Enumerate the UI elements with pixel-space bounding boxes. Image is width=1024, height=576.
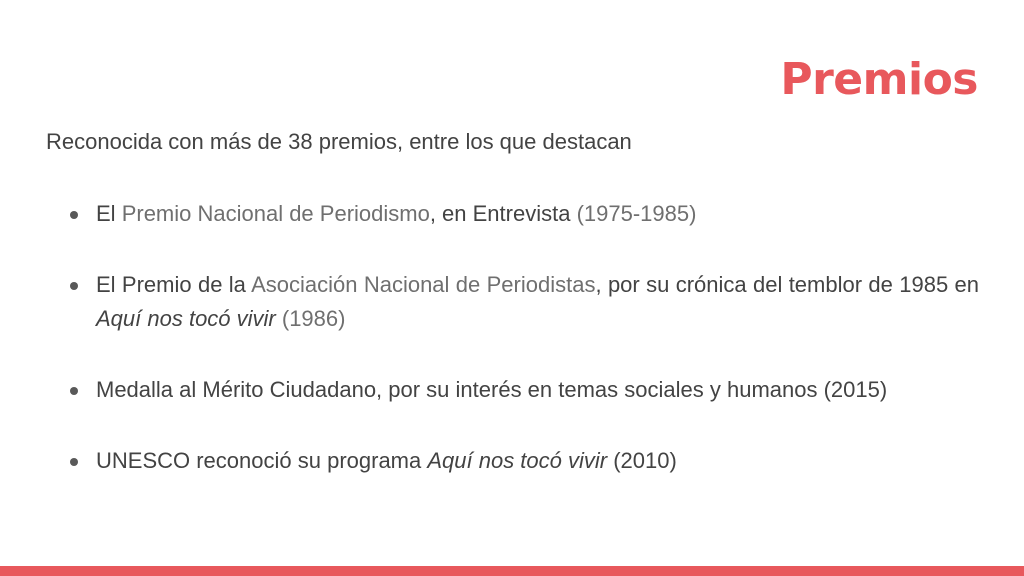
award-name: Asociación Nacional de Periodistas — [251, 272, 596, 297]
award-year: (1986) — [275, 306, 346, 331]
bullet-dot-icon — [70, 458, 78, 466]
award-reason: , por su crónica del temblor de 1985 en — [595, 272, 980, 297]
bottom-accent-bar — [0, 566, 1024, 576]
award-prefix: El Premio de la — [96, 272, 252, 297]
program-title: Aquí nos tocó vivir — [427, 448, 608, 473]
award-item-medalla — [70, 373, 979, 407]
award-item-unesco — [70, 444, 979, 478]
award-prefix: El — [96, 201, 122, 226]
program-title: Aquí nos tocó vivir — [96, 306, 276, 331]
award-item-asociacion — [70, 268, 979, 336]
bullet-dot-icon — [70, 387, 78, 395]
slide-title: Premios — [780, 54, 978, 105]
award-years: (1975-1985) — [570, 201, 697, 226]
award-year: (2010) — [607, 448, 677, 473]
award-category: , en Entrevista — [429, 201, 571, 226]
award-name: Premio Nacional de Periodismo — [121, 201, 430, 226]
intro-text: Reconocida con más de 38 premios, entre los que destacan — [46, 129, 632, 154]
awards-list — [70, 197, 979, 515]
award-prefix: UNESCO reconoció su programa — [96, 448, 428, 473]
award-text: Medalla al Mérito Ciudadano, por su interés en temas sociales y humanos (2015) — [96, 377, 888, 402]
bullet-dot-icon — [70, 282, 78, 290]
bullet-dot-icon — [70, 211, 78, 219]
award-item-premio-nacional — [70, 197, 979, 231]
